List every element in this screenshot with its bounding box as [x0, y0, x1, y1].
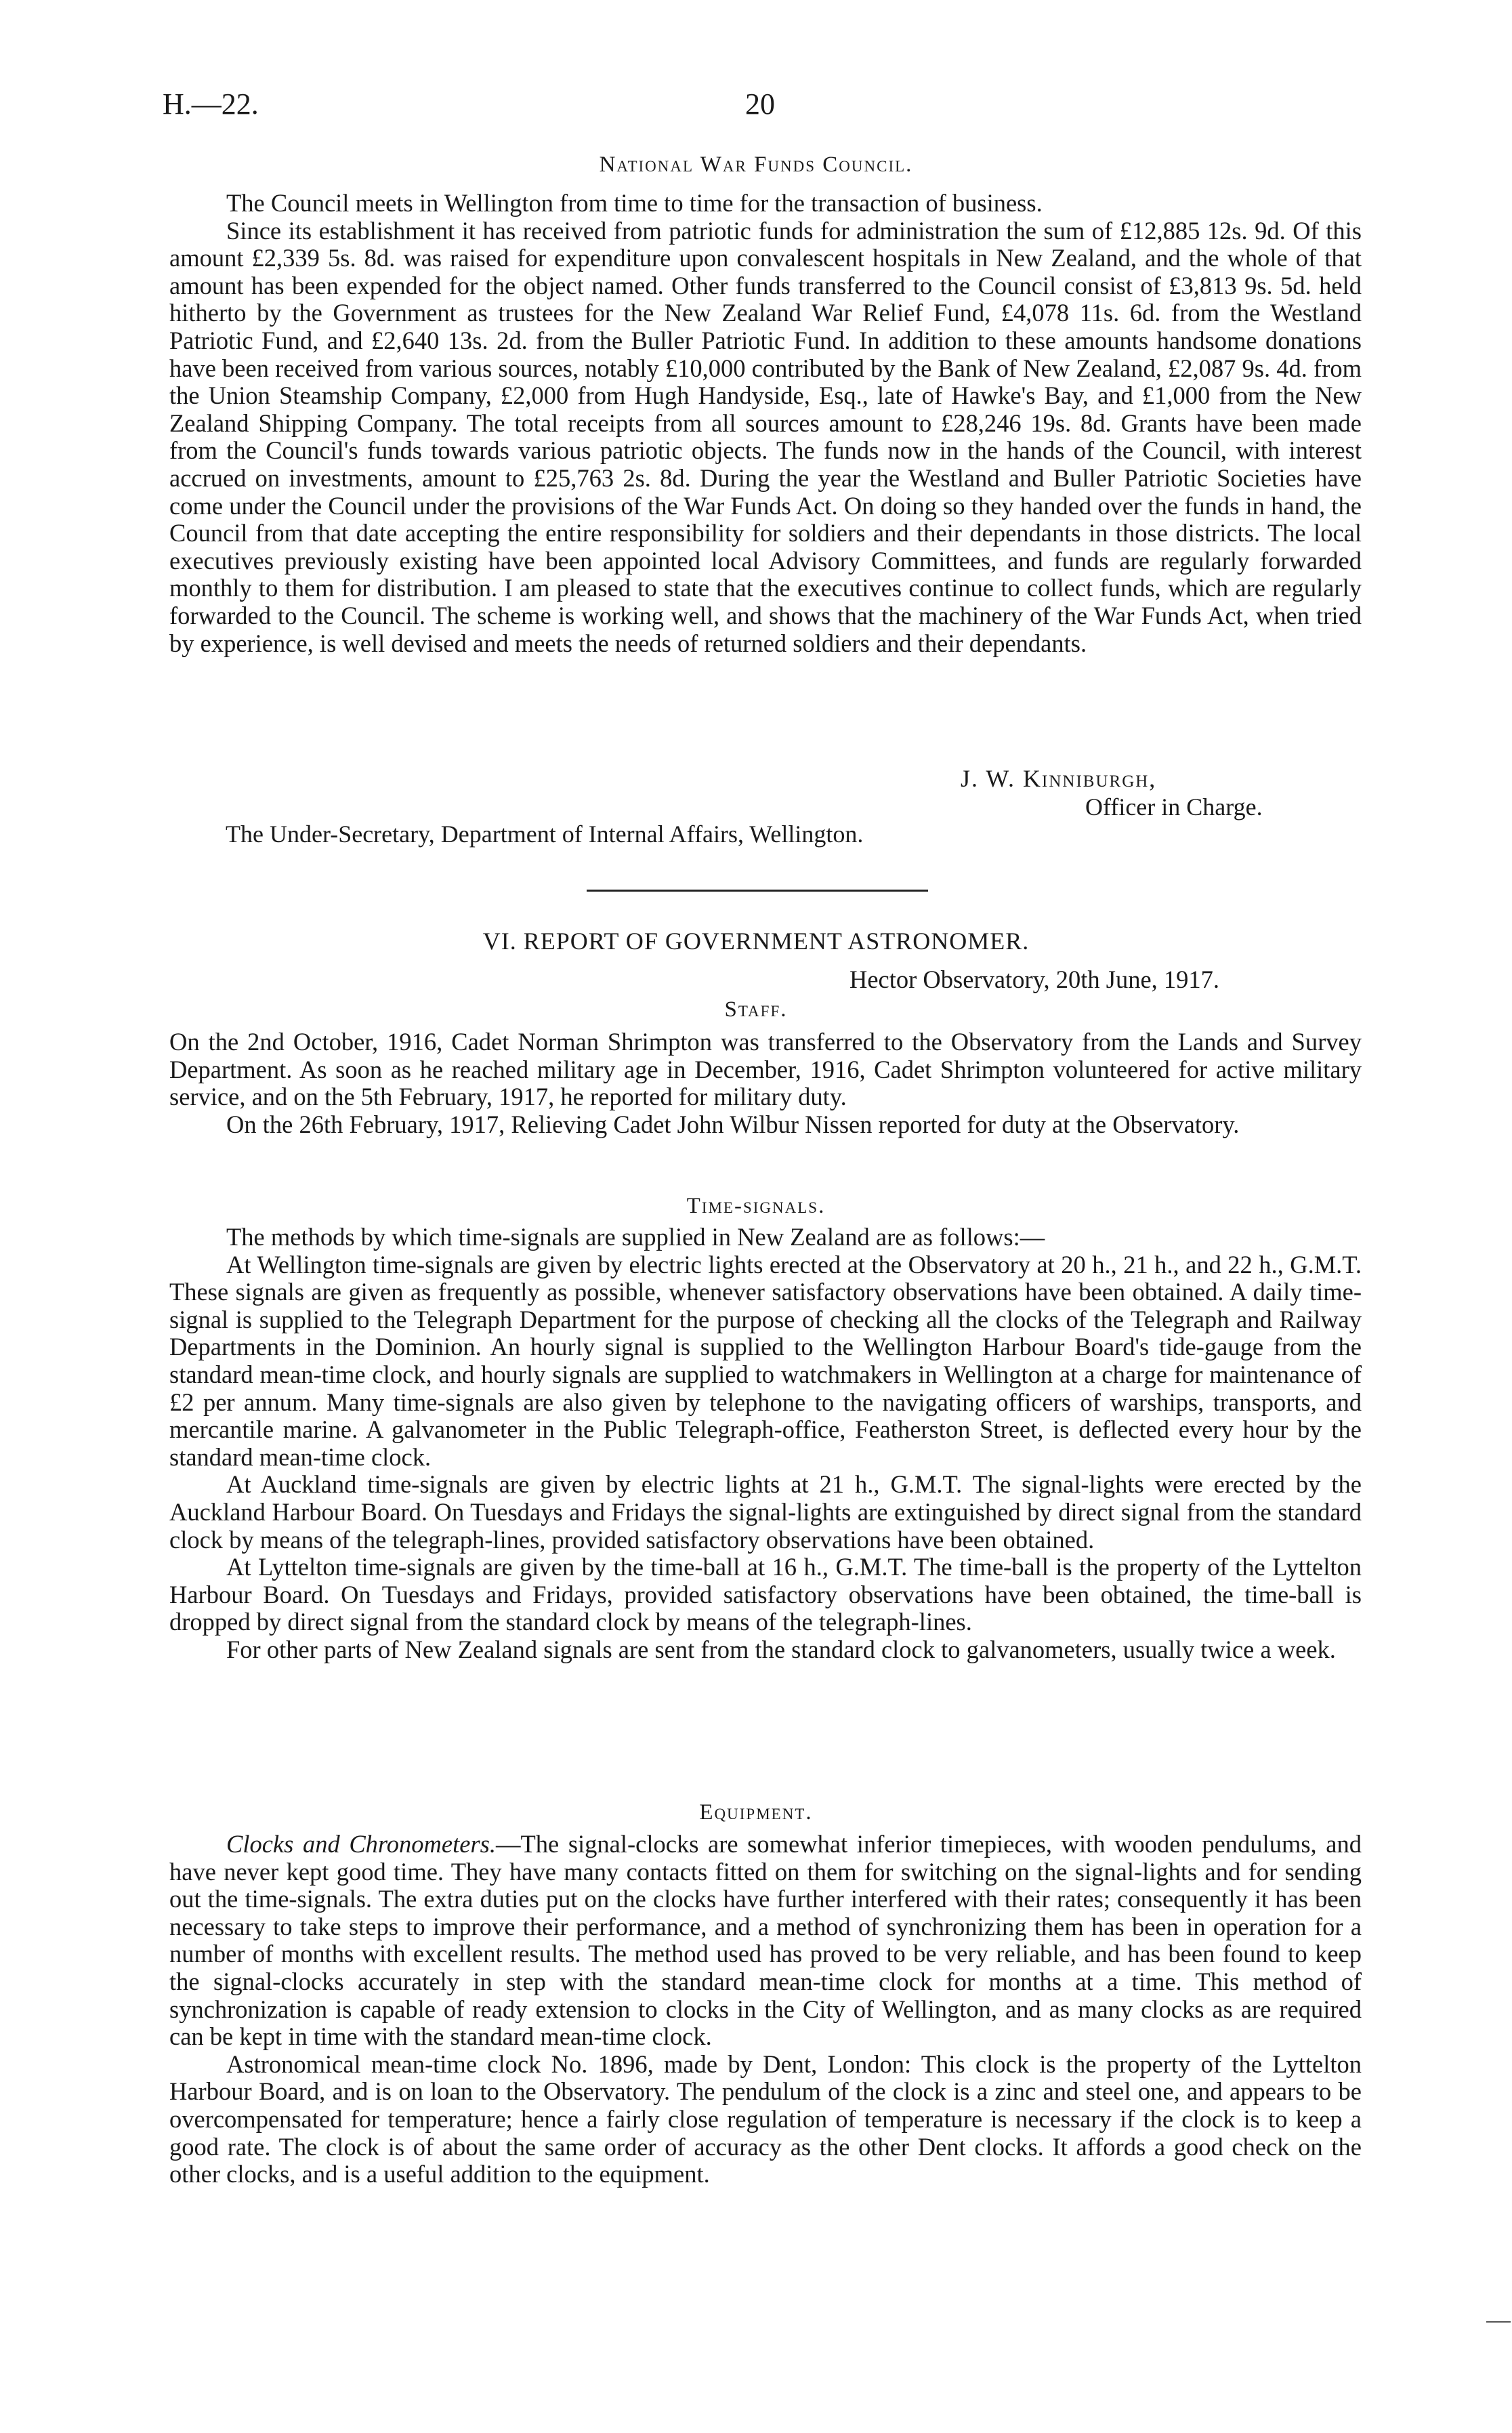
clocks-text: —The signal-clocks are somewhat inferior timepieces, with wooden pendulums, and have never kept good time. They have many contacts fitted on them for switching on the signal-lights and for sending out the time-signals. The extra duties put on the clocks have further interfered with their rates; consequently it has been necessary to take steps to improve their performance, and a method of synchronizing them has been in operation for a number of months with excellent results. The method used has proved to be very reliable, and has been found to keep the signal-clocks accurately in step with the standard mean-time clock for months at a time. This method of synchronization is capable of ready extension to clocks in the City of Wellington, and as many clocks as are required can be kept in time with the standard mean-time clock. — [169, 1830, 1362, 2051]
time-signals-paragraph-4: At Lyttelton time-signals are given by the time-ball at 16 h., G.M.T. The time-ball is the property of the Lyttelton Harbour Board. On Tuesdays and Fridays, provided satisfactory observations have been obtained, the time-ball is dropped by direct signal from the standard clock by means of the telegraph-lines. — [169, 1553, 1362, 1636]
signatory-title: Officer in Charge. — [1085, 793, 1263, 820]
scan-mark — [1485, 2320, 1512, 2324]
council-body — [169, 190, 1362, 657]
clocks-lead: Clocks and Chronometers. — [226, 1830, 496, 1858]
equipment-paragraph-1 — [169, 1831, 1362, 2051]
report-dateline: Hector Observatory, 20th June, 1917. — [849, 965, 1220, 993]
addressee: The Under-Secretary, Department of Internal Affairs, Wellington. — [226, 820, 864, 848]
council-paragraph-1: The Council meets in Wellington from time to time for the transaction of business. — [226, 189, 1043, 217]
staff-paragraph-2: On the 26th February, 1917, Relieving Cadet John Wilbur Nissen reported for duty at the Observatory. — [226, 1110, 1240, 1138]
equipment-paragraph-2: Astronomical mean-time clock No. 1896, made by Dent, London: This clock is the property of the Lyttelton Harbour Board, and is on loan to the Observatory. The pendulum of the clock is a zinc and steel one, and appears to be overcompensated for temperature; hence a fairly close regulation of temperature is necessary if the clock is to keep a good rate. The clock is of about the same order of accuracy as the other Dent clocks. It affords a good check on the other clocks, and is a useful addition to the equipment. — [169, 2050, 1362, 2188]
report-title: VI. REPORT OF GOVERNMENT ASTRONOMER. — [482, 928, 1030, 955]
staff-body — [169, 1028, 1362, 1138]
staff-heading: Staff. — [724, 997, 788, 1022]
section-divider — [587, 890, 928, 892]
time-signals-heading: Time-signals. — [686, 1194, 826, 1218]
signatory-name: J. W. Kinniburgh, — [961, 765, 1157, 792]
time-signals-paragraph-2: At Wellington time-signals are given by electric lights erected at the Observatory at 20 h., 21 h., and 22 h., G.M.T. These signals are given as frequently as possible, whenever satisfactory observations have been obtained. A daily time-signal is supplied to the Telegraph Department for the purpose of checking all the clocks of the Telegraph and Railway Departments in the Dominion. An hourly signal is supplied to the Wellington Harbour Board's tide-gauge from the standard mean-time clock, and hourly signals are supplied to watchmakers in Wellington at a charge for maintenance of £2 per annum. Many time-signals are also given by telephone to the navigating officers of warships, transports, and mercantile marine. A galvanometer in the Public Telegraph-office, Featherston Street, is deflected every hour by the standard mean-time clock. — [169, 1250, 1362, 1471]
equipment-heading: Equipment. — [699, 1800, 813, 1825]
time-signals-paragraph-1: The methods by which time-signals are supplied in New Zealand are as follows:— — [226, 1223, 1045, 1251]
time-signals-paragraph-3: At Auckland time-signals are given by electric lights at 21 h., G.M.T. The signal-lights were erected by the Auckland Harbour Board. On Tuesdays and Fridays the signal-lights are extinguished by direct signal from the standard clock by means of the telegraph-lines, provided satisfactory observations have been obtained. — [169, 1470, 1362, 1554]
time-signals-body — [169, 1224, 1362, 1664]
council-paragraph-2: Since its establishment it has received from patriotic funds for administration the sum of £12,885 12s. 9d. Of this amount £2,339 5s. 8d. was raised for expenditure upon convalescent hospitals in New Zealand, and the whole of that amount has been expended for the object named. Other funds transferred to the Council consist of £3,813 9s. 5d. held hitherto by the Government as trustees for the New Zealand War Relief Fund, £4,078 11s. 6d. from the Westland Patriotic Fund, and £2,640 13s. 2d. from the Buller Patriotic Fund. In addition to these amounts handsome donations have been received from various sources, notably £10,000 contributed by the Bank of New Zealand, £2,087 9s. 4d. from the Union Steamship Company, £2,000 from Hugh Handyside, Esq., late of Hawke's Bay, and £1,000 from the New Zealand Shipping Company. The total receipts from all sources amount to £28,246 19s. 8d. Grants have been made from the Council's funds towards various patriotic objects. The funds now in the hands of the Council, with interest accrued on investments, amount to £25,763 2s. 8d. During the year the Westland and Buller Patriotic Societies have come under the Council under the provisions of the War Funds Act. On doing so they handed over the funds in hand, the Council from that date accepting the entire responsibility for soldiers and their dependants in those districts. The local executives previously existing have been appointed local Advisory Committees, and funds are regularly forwarded monthly to them for distribution. I am pleased to state that the executives continue to collect funds, which are regularly forwarded to the Council. The scheme is working well, and shows that the machinery of the War Funds Act, when tried by experience, is well devised and meets the needs of returned soldiers and their dependants. — [169, 216, 1362, 657]
page-number: 20 — [745, 87, 775, 121]
time-signals-paragraph-5: For other parts of New Zealand signals are sent from the standard clock to galvanometers, usually twice a week. — [226, 1635, 1336, 1663]
document-reference: H.—22. — [163, 87, 259, 121]
staff-paragraph-1: On the 2nd October, 1916, Cadet Norman Shrimpton was transferred to the Observatory from the Lands and Survey Department. As soon as he reached military age in December, 1916, Cadet Shrimpton volunteered for active military service, and on the 5th February, 1917, he reported for military duty. — [169, 1028, 1362, 1111]
council-heading: National War Funds Council. — [599, 152, 913, 177]
equipment-body — [169, 1831, 1362, 2188]
